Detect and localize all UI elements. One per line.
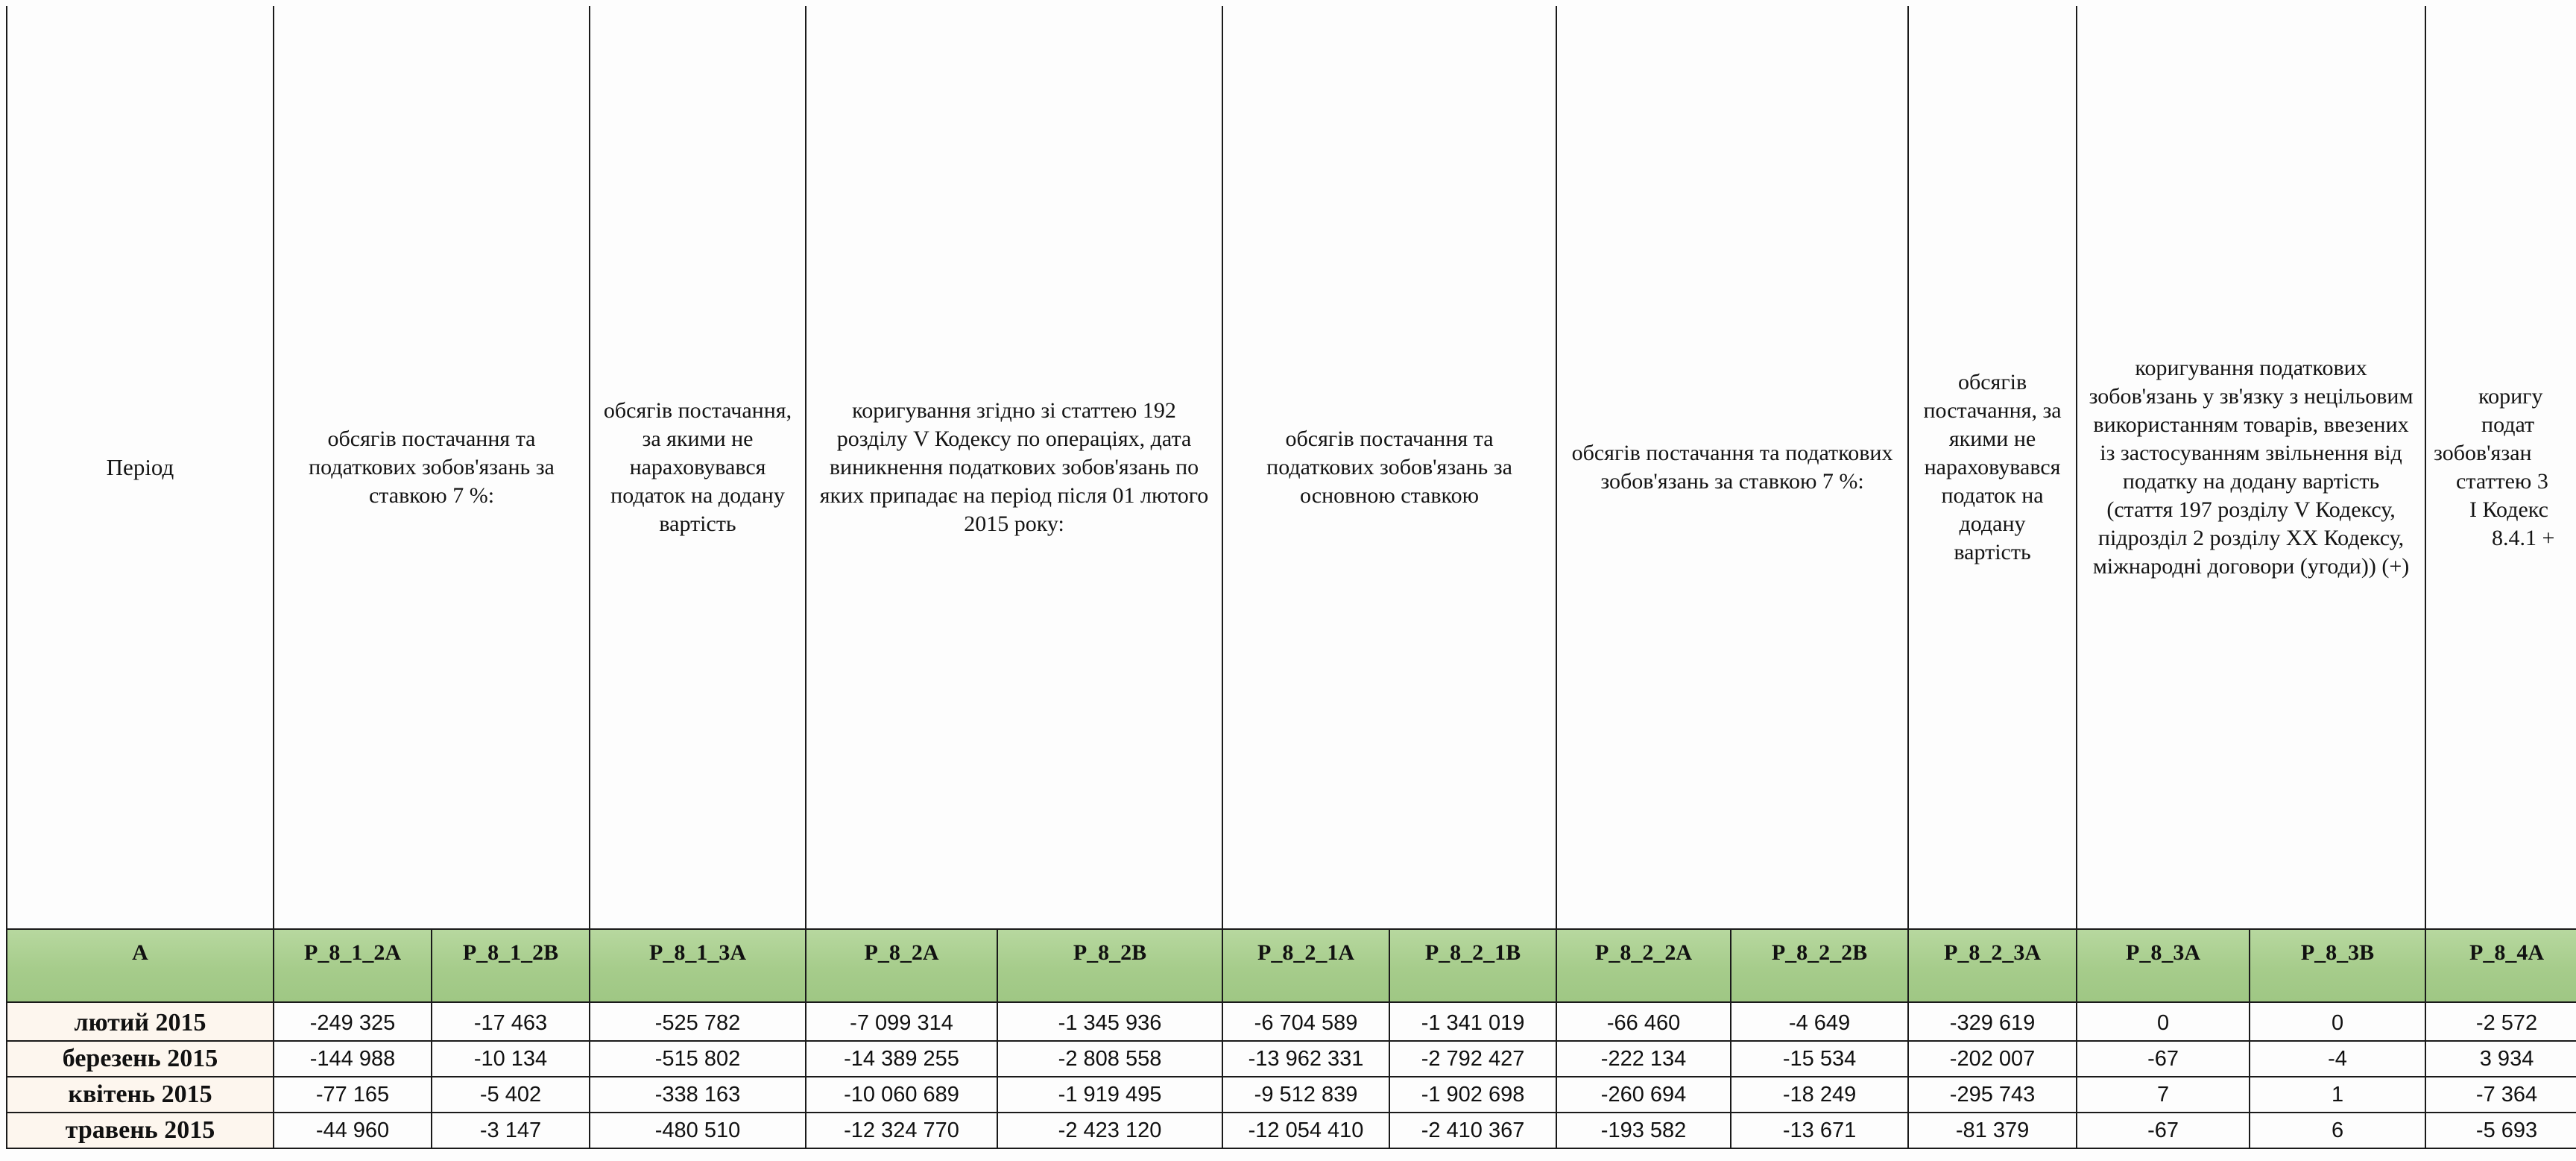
value-cell: -1 902 698 [1389,1077,1556,1113]
value-cell: 6 [2250,1113,2425,1148]
value-cell: -1 919 495 [997,1077,1222,1113]
period-cell: лютий 2015 [7,1002,274,1041]
value-cell: -81 379 [1908,1113,2077,1148]
value-cell: -10 134 [432,1041,590,1077]
value-cell: -3 147 [432,1113,590,1148]
value-cell: 0 [2077,1002,2250,1041]
value-cell: -10 060 689 [806,1077,997,1113]
value-cell: -4 [2250,1041,2425,1077]
period-cell: травень 2015 [7,1113,274,1148]
value-cell: -4 649 [1731,1002,1908,1041]
code-cell: P_8_3A [2077,929,2250,1002]
value-cell: -222 134 [1556,1041,1731,1077]
code-cell: P_8_1_2B [432,929,590,1002]
code-cell: P_8_2_1A [1222,929,1389,1002]
value-cell: -67 [2077,1113,2250,1148]
table-row [7,1113,2576,1148]
value-cell: -7 099 314 [806,1002,997,1041]
value-cell: -2 423 120 [997,1113,1222,1148]
header-p-8-4-line: 8.4.1 + [2492,525,2555,550]
value-cell: -44 960 [274,1113,432,1148]
code-cell: P_8_1_2A [274,929,432,1002]
value-cell: -12 054 410 [1222,1113,1389,1148]
code-cell: P_8_2A [806,929,997,1002]
value-cell: -2 808 558 [997,1041,1222,1077]
table-row [7,1041,2576,1077]
period-header [7,6,274,929]
code-cell: P_8_2_2B [1731,929,1908,1002]
value-cell: -5 402 [432,1077,590,1113]
period-cell: березень 2015 [7,1041,274,1077]
header-p-8-1-2 [274,6,590,929]
code-cell: P_8_3B [2250,929,2425,1002]
header-p-8-2-3 [1908,6,2077,929]
header-p-8-4-line: подат [2481,412,2535,437]
value-cell: -13 962 331 [1222,1041,1389,1077]
value-cell: 0 [2250,1002,2425,1041]
code-cell: P_8_2_3A [1908,929,2077,1002]
period-header-text: Період [106,453,174,480]
value-cell: -5 693 [2425,1113,2576,1148]
header-p-8-4-line: статтею 3 [2456,468,2548,494]
header-p-8-2-1-text: обсягів постачання та податкових зобов'язань за основною ставкою [1266,426,1512,508]
value-cell: -2 572 [2425,1002,2576,1041]
header-p-8-1-3 [590,6,806,929]
value-cell: -17 463 [432,1002,590,1041]
value-cell: -77 165 [274,1077,432,1113]
header-p-8-4-line: коригу [2478,383,2543,409]
description-header-row [7,6,2576,929]
value-cell: -66 460 [1556,1002,1731,1041]
value-cell: -193 582 [1556,1113,1731,1148]
header-p-8-3 [2077,6,2425,929]
table-row [7,1077,2576,1113]
value-cell: -295 743 [1908,1077,2077,1113]
value-cell: -67 [2077,1041,2250,1077]
value-cell: -13 671 [1731,1113,1908,1148]
header-p-8-2-3-text: обсягів постачання, за якими не нараховувався податок на додану вартість [1923,369,2062,564]
value-cell: -6 704 589 [1222,1002,1389,1041]
header-p-8-2-2 [1556,6,1908,929]
code-cell: А [7,929,274,1002]
value-cell: -2 410 367 [1389,1113,1556,1148]
value-cell: -1 341 019 [1389,1002,1556,1041]
code-cell: P_8_2_2A [1556,929,1731,1002]
value-cell: -9 512 839 [1222,1077,1389,1113]
value-cell: -329 619 [1908,1002,2077,1041]
value-cell: -525 782 [590,1002,806,1041]
value-cell: -15 534 [1731,1041,1908,1077]
header-p-8-2-2-text: обсягів постачання та податкових зобов'язань за ставкою 7 %: [1571,440,1893,494]
header-p-8-4-line: І Кодекс [2469,497,2548,522]
value-cell: -14 389 255 [806,1041,997,1077]
header-p-8-1-2-text: обсягів постачання та податкових зобов'язань за ставкою 7 %: [309,426,555,508]
header-p-8-2-1 [1222,6,1556,929]
period-cell: квітень 2015 [7,1077,274,1113]
code-cell: P_8_4A [2425,929,2576,1002]
tax-report-table [6,6,2576,1149]
value-cell: -1 345 936 [997,1002,1222,1041]
header-p-8-2 [806,6,1222,929]
value-cell: -18 249 [1731,1077,1908,1113]
header-p-8-4 [2425,6,2576,929]
header-p-8-3-text: коригування податкових зобов'язань у зв'язку з нецільовим використанням товарів, ввезених із застосуванням звільнення від податку на додану вартість (стаття 197 розділу V Кодексу, підрозділ 2 розділу XX Кодексу, міжнародні договори (угоди)) (+) [2089,355,2414,579]
value-cell: -338 163 [590,1077,806,1113]
value-cell: 1 [2250,1077,2425,1113]
value-cell: 7 [2077,1077,2250,1113]
value-cell: -249 325 [274,1002,432,1041]
value-cell: -260 694 [1556,1077,1731,1113]
header-p-8-2-text: коригування згідно зі статтею 192 розділу V Кодексу по операціях, дата виникнення податкових зобов'язань по яких припадає на період після 01 лютого 2015 року: [819,397,1209,536]
value-cell: -7 364 [2425,1077,2576,1113]
code-row [7,929,2576,1002]
value-cell: 3 934 [2425,1041,2576,1077]
code-cell: P_8_2_1B [1389,929,1556,1002]
table-row [7,1002,2576,1041]
value-cell: -12 324 770 [806,1113,997,1148]
value-cell: -515 802 [590,1041,806,1077]
header-p-8-1-3-text: обсягів постачання, за якими не нараховувався податок на додану вартість [603,397,792,536]
code-cell: P_8_2B [997,929,1222,1002]
code-cell: P_8_1_3A [590,929,806,1002]
value-cell: -202 007 [1908,1041,2077,1077]
header-p-8-4-line: зобов'язан [2434,440,2532,465]
value-cell: -2 792 427 [1389,1041,1556,1077]
value-cell: -480 510 [590,1113,806,1148]
value-cell: -144 988 [274,1041,432,1077]
